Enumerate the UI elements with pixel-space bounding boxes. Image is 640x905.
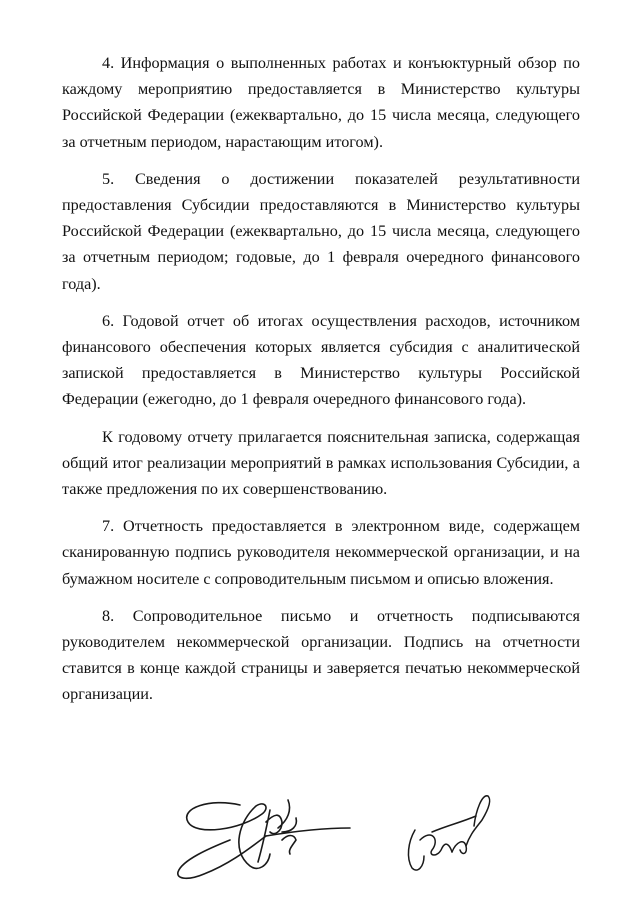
signatures-svg <box>170 770 530 890</box>
paragraph-6-note: К годовому отчету прилагается пояснительная записка, содержащая общий итог реализации мероприятий в рамках использования Субсидии, а также предложения по их совершенствованию. <box>62 427 580 499</box>
signatures-area <box>170 770 530 890</box>
paragraph-5: 5. Сведения о достижении показателей результативности предоставления Субсидии предоставляются в Министерство культуры Российской Федерации (ежеквартально, до 15 числа месяца, следующего за отчетным периодом; годовые, до 1 февраля очередного финансового года). <box>62 169 580 293</box>
paragraph-6: 6. Годовой отчет об итогах осуществления расходов, источником финансового обеспечения которых является субсидия с аналитической запиской предоставляется в Министерство культуры Российской Федерации (ежегодно, до 1 февраля очередного финансового года). <box>62 311 580 409</box>
paragraph-8: 8. Сопроводительное письмо и отчетность подписываются руководителем некоммерческой организации. Подпись на отчетности ставится в конце каждой страницы и заверяется печатью некоммерческой организации. <box>62 606 580 704</box>
paragraph-4: 4. Информация о выполненных работах и конъюктурный обзор по каждому мероприятию предоставляется в Министерство культуры Российской Федерации (ежеквартально, до 15 числа месяца, следующего за отчетным периодом, нарастающим итогом). <box>62 54 580 151</box>
paragraph-7: 7. Отчетность предоставляется в электронном виде, содержащем сканированную подпись руководителя некоммерческой организации, и на бумажном носителе с сопроводительным письмом и описью вложения. <box>62 517 580 588</box>
document-body <box>62 50 580 719</box>
signature-left-icon <box>178 800 350 878</box>
signature-right-icon <box>408 796 489 870</box>
